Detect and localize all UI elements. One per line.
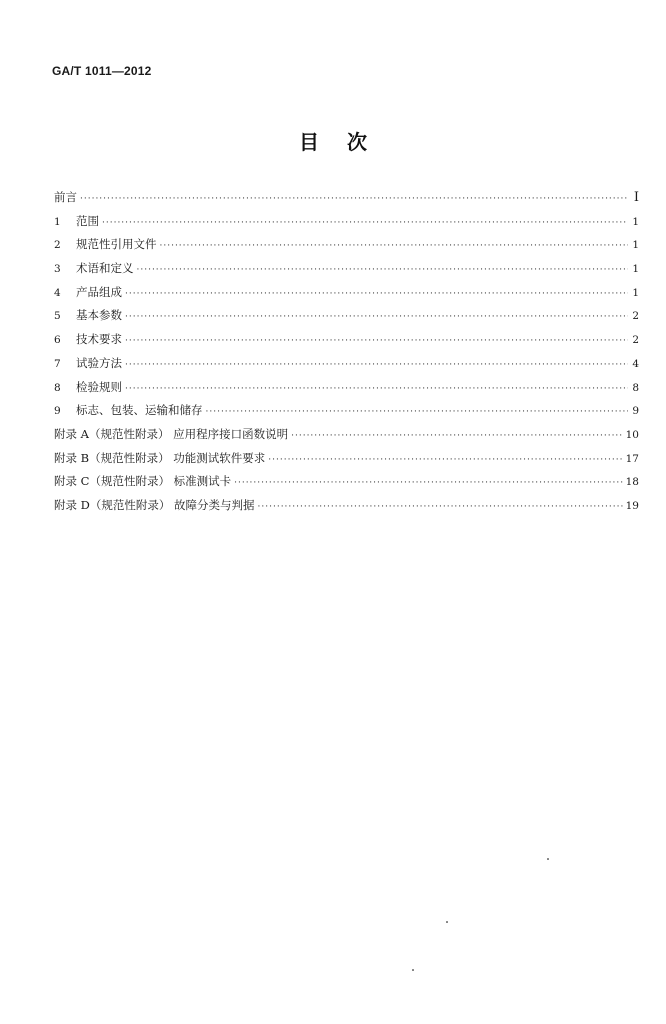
toc-entry-page: 17 [625, 452, 639, 465]
toc-entry-label: 标志、包装、运输和储存 [76, 403, 203, 418]
toc-entry-page: 10 [625, 428, 639, 441]
toc-entry-4[interactable] [54, 284, 639, 308]
dot-leader [125, 360, 628, 370]
toc-entry-number: 6 [54, 334, 61, 347]
toc-entry-label: 技术要求 [76, 332, 122, 347]
toc-entry-number: 3 [54, 263, 61, 276]
toc-entry-page: 1 [632, 215, 639, 228]
toc-entry-appendix-c[interactable] [54, 473, 639, 497]
scan-speck [446, 921, 448, 923]
toc-entry-number: 1 [54, 215, 61, 228]
toc-entry-3[interactable] [54, 260, 639, 284]
toc-entry-8[interactable] [54, 379, 639, 403]
toc-entry-appendix-b[interactable] [54, 450, 639, 474]
toc-entry-page: 8 [632, 381, 639, 394]
dot-leader [234, 478, 623, 488]
dot-leader [102, 218, 628, 228]
dot-leader [125, 336, 628, 346]
dot-leader [206, 407, 629, 417]
toc-entry-label: 范围 [76, 213, 99, 228]
toc-entry-1[interactable] [54, 213, 639, 237]
toc-entry-page: 4 [632, 357, 639, 370]
toc-entry-2[interactable] [54, 236, 639, 260]
dot-leader [258, 502, 623, 512]
toc-entry-label: 检验规则 [76, 379, 122, 394]
toc-entry-number: 8 [54, 381, 61, 394]
toc-entry-label: 术语和定义 [76, 261, 134, 276]
toc-entry-appendix-a[interactable] [54, 426, 639, 450]
dot-leader [125, 384, 628, 394]
toc-entry-page: 2 [632, 310, 639, 323]
toc-entry-9[interactable] [54, 402, 639, 426]
dot-leader [291, 431, 623, 441]
scan-speck [547, 858, 549, 860]
toc-entry-page: 9 [632, 405, 639, 418]
toc-entry-label: 基本参数 [76, 308, 122, 323]
toc-entry-label: 产品组成 [76, 284, 122, 299]
toc-entry-label: 附录 D（规范性附录） 故障分类与判据 [54, 497, 255, 512]
dot-leader [160, 241, 629, 251]
toc-entry-label: 规范性引用文件 [76, 237, 157, 252]
toc-entry-number: 4 [54, 286, 61, 299]
toc-entry-foreword[interactable] [54, 189, 639, 213]
dot-leader [125, 312, 628, 322]
toc-entry-page: 19 [625, 499, 639, 512]
toc-entry-label: 试验方法 [76, 355, 122, 370]
page-title: 目次 [299, 130, 395, 154]
table-of-contents [54, 189, 639, 521]
toc-entry-number: 9 [54, 405, 61, 418]
toc-entry-number: 2 [54, 239, 61, 252]
toc-entry-page: 1 [632, 263, 639, 276]
toc-entry-label: 前言 [54, 190, 77, 204]
toc-entry-page: 1 [632, 286, 639, 299]
dot-leader [137, 265, 629, 275]
toc-entry-label: 附录 A（规范性附录） 应用程序接口函数说明 [54, 426, 289, 441]
toc-entry-page: 2 [632, 334, 639, 347]
toc-entry-label: 附录 B（规范性附录） 功能测试软件要求 [54, 450, 266, 465]
document-code: GA/T 1011—2012 [52, 64, 152, 78]
toc-entry-6[interactable] [54, 331, 639, 355]
toc-entry-number: 7 [54, 357, 61, 370]
toc-entry-7[interactable] [54, 355, 639, 379]
toc-entry-label: 附录 C（规范性附录） 标准测试卡 [54, 474, 232, 489]
scan-speck [412, 969, 414, 971]
toc-entry-number: 5 [54, 310, 61, 323]
toc-entry-5[interactable] [54, 307, 639, 331]
toc-entry-appendix-d[interactable] [54, 497, 639, 521]
toc-entry-page: I [633, 190, 639, 205]
toc-entry-page: 1 [632, 239, 639, 252]
dot-leader [268, 455, 622, 465]
toc-entry-page: 18 [625, 476, 639, 489]
dot-leader [125, 289, 628, 299]
dot-leader [80, 194, 628, 204]
